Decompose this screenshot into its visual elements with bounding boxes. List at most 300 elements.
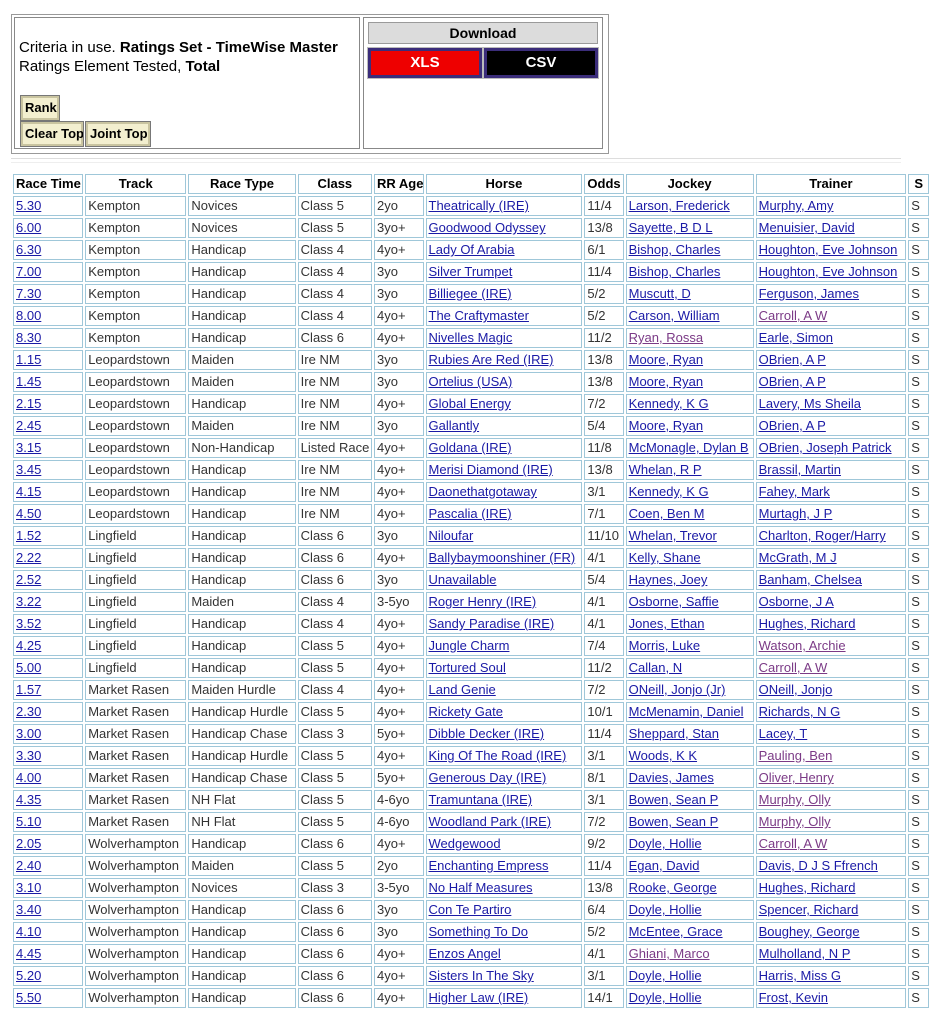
race-time-link[interactable]: 6.00 — [16, 220, 42, 235]
horse-link[interactable]: Global Energy — [428, 396, 511, 411]
jockey-link[interactable]: Rooke, George — [628, 880, 717, 895]
table-row — [13, 658, 929, 678]
horse-cell — [426, 592, 583, 612]
horse-link[interactable]: Tortured Soul — [428, 660, 506, 675]
truncated-cell: S — [908, 548, 929, 568]
table-row — [13, 394, 929, 414]
table-row — [13, 900, 929, 920]
jockey-link[interactable]: Bowen, Sean P — [628, 814, 719, 829]
race-time-link[interactable]: 4.45 — [16, 946, 42, 961]
trainer-cell — [756, 878, 907, 898]
track-cell: Kempton — [85, 306, 186, 326]
horse-cell — [426, 306, 583, 326]
race-time-link[interactable]: 4.35 — [16, 792, 42, 807]
race-type-cell: Handicap — [188, 614, 295, 634]
race-time-link[interactable]: 3.52 — [16, 616, 42, 631]
race-time-link[interactable]: 3.10 — [16, 880, 42, 895]
race-time-link[interactable]: 4.50 — [16, 506, 42, 521]
age-cell: 4yo+ — [374, 306, 424, 326]
jockey-link[interactable]: Davies, James — [628, 770, 714, 785]
trainer-cell — [756, 548, 907, 568]
horse-link[interactable]: Dibble Decker (IRE) — [428, 726, 545, 741]
class-cell: Ire NM — [298, 416, 372, 436]
race-time-link[interactable]: 7.30 — [16, 286, 42, 301]
horse-cell — [426, 196, 583, 216]
race-time-link[interactable]: 5.00 — [16, 660, 42, 675]
jockey-link[interactable]: Kelly, Shane — [628, 550, 701, 565]
trainer-link[interactable]: Richards, N G — [758, 704, 841, 719]
time-cell — [13, 812, 83, 832]
jockey-link[interactable]: McEntee, Grace — [628, 924, 723, 939]
track-cell: Market Rasen — [85, 812, 186, 832]
trainer-link[interactable]: Frost, Kevin — [758, 990, 828, 1005]
odds-cell: 7/1 — [584, 504, 623, 524]
race-time-link[interactable]: 2.52 — [16, 572, 42, 587]
jockey-link[interactable]: Whelan, R P — [628, 462, 702, 477]
class-cell: Class 5 — [298, 746, 372, 766]
track-cell: Kempton — [85, 240, 186, 260]
horse-link[interactable]: Ballybaymoonshiner (FR) — [428, 550, 576, 565]
odds-cell: 11/8 — [584, 438, 623, 458]
trainer-link[interactable]: Hughes, Richard — [758, 880, 856, 895]
horse-link[interactable]: Roger Henry (IRE) — [428, 594, 537, 609]
odds-cell: 5/2 — [584, 922, 623, 942]
table-row — [13, 548, 929, 568]
trainer-link[interactable]: Carroll, A W — [758, 660, 828, 675]
race-time-link[interactable]: 2.15 — [16, 396, 42, 411]
time-cell — [13, 394, 83, 414]
table-row — [13, 438, 929, 458]
horse-link[interactable]: King Of The Road (IRE) — [428, 748, 567, 763]
horse-cell — [426, 262, 583, 282]
class-cell: Ire NM — [298, 394, 372, 414]
jockey-link[interactable]: Moore, Ryan — [628, 352, 704, 367]
horse-link[interactable]: Enzos Angel — [428, 946, 501, 961]
horse-cell — [426, 988, 583, 1008]
trainer-link[interactable]: OBrien, A P — [758, 352, 826, 367]
race-time-link[interactable]: 2.30 — [16, 704, 42, 719]
age-cell: 3yo — [374, 350, 424, 370]
trainer-link[interactable]: Murphy, Amy — [758, 198, 834, 213]
trainer-link[interactable]: Ferguson, James — [758, 286, 860, 301]
truncated-cell: S — [908, 416, 929, 436]
jockey-cell — [626, 966, 754, 986]
time-cell — [13, 856, 83, 876]
table-row — [13, 592, 929, 612]
track-cell: Leopardstown — [85, 394, 186, 414]
age-cell: 3yo — [374, 570, 424, 590]
horse-link[interactable]: Rubies Are Red (IRE) — [428, 352, 554, 367]
track-cell: Wolverhampton — [85, 922, 186, 942]
jockey-link[interactable]: ONeill, Jonjo (Jr) — [628, 682, 726, 697]
race-type-cell: Handicap — [188, 394, 295, 414]
trainer-link[interactable]: Houghton, Eve Johnson — [758, 242, 898, 257]
class-cell: Class 5 — [298, 636, 372, 656]
column-header[interactable]: Race Type — [188, 174, 295, 194]
class-cell: Ire NM — [298, 350, 372, 370]
race-time-link[interactable]: 2.05 — [16, 836, 42, 851]
horse-link[interactable]: Goldana (IRE) — [428, 440, 512, 455]
time-cell — [13, 592, 83, 612]
download-box — [363, 17, 603, 149]
race-type-cell: Handicap — [188, 966, 295, 986]
horse-cell — [426, 658, 583, 678]
jockey-link[interactable]: Ghiani, Marco — [628, 946, 710, 961]
race-type-cell: Handicap — [188, 834, 295, 854]
horse-link[interactable]: Unavailable — [428, 572, 497, 587]
odds-cell: 7/2 — [584, 812, 623, 832]
trainer-cell — [756, 284, 907, 304]
table-row — [13, 240, 929, 260]
trainer-link[interactable]: Menuisier, David — [758, 220, 855, 235]
race-time-link[interactable]: 3.30 — [16, 748, 42, 763]
trainer-cell — [756, 526, 907, 546]
horse-cell — [426, 702, 583, 722]
class-cell: Class 4 — [298, 592, 372, 612]
track-cell: Market Rasen — [85, 680, 186, 700]
race-type-cell: Handicap — [188, 306, 295, 326]
trainer-link[interactable]: OBrien, Joseph Patrick — [758, 440, 892, 455]
time-cell — [13, 438, 83, 458]
horse-link[interactable]: Nivelles Magic — [428, 330, 513, 345]
odds-cell: 13/8 — [584, 878, 623, 898]
jockey-link[interactable]: McMenamin, Daniel — [628, 704, 744, 719]
trainer-link[interactable]: Osborne, J A — [758, 594, 834, 609]
jockey-link[interactable]: Coen, Ben M — [628, 506, 705, 521]
horse-link[interactable]: Wedgewood — [428, 836, 501, 851]
trainer-link[interactable]: McGrath, M J — [758, 550, 837, 565]
race-time-link[interactable]: 3.45 — [16, 462, 42, 477]
odds-cell: 13/8 — [584, 460, 623, 480]
horse-link[interactable]: Woodland Park (IRE) — [428, 814, 552, 829]
race-type-cell: Handicap — [188, 526, 295, 546]
table-row — [13, 482, 929, 502]
element-label: Ratings Element Tested, — [19, 58, 186, 75]
trainer-link[interactable]: Spencer, Richard — [758, 902, 859, 917]
trainer-link[interactable]: Davis, D J S Ffrench — [758, 858, 878, 873]
race-time-link[interactable]: 2.45 — [16, 418, 42, 433]
race-time-link[interactable]: 4.25 — [16, 638, 42, 653]
table-row — [13, 966, 929, 986]
jockey-cell — [626, 284, 754, 304]
horse-link[interactable]: Niloufar — [428, 528, 474, 543]
race-type-cell: Handicap — [188, 658, 295, 678]
table-row — [13, 680, 929, 700]
jockey-cell — [626, 944, 754, 964]
truncated-cell: S — [908, 284, 929, 304]
age-cell: 3yo — [374, 922, 424, 942]
trainer-link[interactable]: Charlton, Roger/Harry — [758, 528, 886, 543]
odds-cell: 6/1 — [584, 240, 623, 260]
time-cell — [13, 526, 83, 546]
truncated-cell: S — [908, 966, 929, 986]
column-header[interactable]: Odds — [584, 174, 623, 194]
joint-top-button[interactable]: Joint Top — [86, 122, 150, 146]
horse-link[interactable]: No Half Measures — [428, 880, 533, 895]
jockey-link[interactable]: Morris, Luke — [628, 638, 701, 653]
trainer-cell — [756, 768, 907, 788]
horse-link[interactable]: Rickety Gate — [428, 704, 503, 719]
track-cell: Wolverhampton — [85, 856, 186, 876]
race-time-link[interactable]: 5.30 — [16, 198, 42, 213]
track-cell: Lingfield — [85, 526, 186, 546]
horse-link[interactable]: The Craftymaster — [428, 308, 529, 323]
trainer-cell — [756, 372, 907, 392]
table-row — [13, 790, 929, 810]
horse-link[interactable]: Merisi Diamond (IRE) — [428, 462, 553, 477]
age-cell: 4yo+ — [374, 482, 424, 502]
race-time-link[interactable]: 1.57 — [16, 682, 42, 697]
track-cell: Kempton — [85, 196, 186, 216]
trainer-link[interactable]: Murphy, Olly — [758, 792, 831, 807]
trainer-link[interactable]: Carroll, A W — [758, 308, 828, 323]
horse-link[interactable]: Tramuntana (IRE) — [428, 792, 533, 807]
race-type-cell: Novices — [188, 878, 295, 898]
horse-link[interactable]: Jungle Charm — [428, 638, 510, 653]
jockey-link[interactable]: Bowen, Sean P — [628, 792, 719, 807]
jockey-link[interactable]: Whelan, Trevor — [628, 528, 717, 543]
csv-download-button[interactable]: CSV — [484, 48, 598, 78]
odds-cell: 13/8 — [584, 372, 623, 392]
trainer-cell — [756, 240, 907, 260]
trainer-link[interactable]: Watson, Archie — [758, 638, 846, 653]
race-time-link[interactable]: 5.50 — [16, 990, 42, 1005]
jockey-link[interactable]: Haynes, Joey — [628, 572, 708, 587]
horse-link[interactable]: Con Te Partiro — [428, 902, 512, 917]
horse-link[interactable]: Daonethatgotaway — [428, 484, 537, 499]
horse-link[interactable]: Generous Day (IRE) — [428, 770, 547, 785]
trainer-link[interactable]: Pauling, Ben — [758, 748, 833, 763]
jockey-link[interactable]: McMonagle, Dylan B — [628, 440, 749, 455]
trainer-link[interactable]: Houghton, Eve Johnson — [758, 264, 898, 279]
horse-link[interactable]: Lady Of Arabia — [428, 242, 515, 257]
jockey-link[interactable]: Osborne, Saffie — [628, 594, 719, 609]
trainer-link[interactable]: Murtagh, J P — [758, 506, 833, 521]
time-cell — [13, 306, 83, 326]
race-type-cell: Handicap — [188, 328, 295, 348]
trainer-link[interactable]: Earle, Simon — [758, 330, 834, 345]
class-cell: Class 5 — [298, 856, 372, 876]
table-row — [13, 328, 929, 348]
jockey-link[interactable]: Moore, Ryan — [628, 374, 704, 389]
horse-link[interactable]: Gallantly — [428, 418, 480, 433]
jockey-link[interactable]: Bishop, Charles — [628, 242, 721, 257]
truncated-cell: S — [908, 306, 929, 326]
jockey-link[interactable]: Doyle, Hollie — [628, 902, 702, 917]
trainer-cell — [756, 614, 907, 634]
jockey-link[interactable]: Sheppard, Stan — [628, 726, 719, 741]
jockey-link[interactable]: Bishop, Charles — [628, 264, 721, 279]
race-time-link[interactable]: 6.30 — [16, 242, 42, 257]
time-cell — [13, 196, 83, 216]
race-time-link[interactable]: 4.10 — [16, 924, 42, 939]
horse-link[interactable]: Pascalia (IRE) — [428, 506, 512, 521]
horse-link[interactable]: Billiegee (IRE) — [428, 286, 512, 301]
race-time-link[interactable]: 3.40 — [16, 902, 42, 917]
jockey-link[interactable]: Moore, Ryan — [628, 418, 704, 433]
horse-cell — [426, 724, 583, 744]
track-cell: Leopardstown — [85, 372, 186, 392]
horse-cell — [426, 790, 583, 810]
race-time-link[interactable]: 7.00 — [16, 264, 42, 279]
horse-link[interactable]: Higher Law (IRE) — [428, 990, 529, 1005]
jockey-link[interactable]: Jones, Ethan — [628, 616, 705, 631]
truncated-cell: S — [908, 988, 929, 1008]
odds-cell: 9/2 — [584, 834, 623, 854]
race-time-link[interactable]: 8.00 — [16, 308, 42, 323]
odds-cell: 11/10 — [584, 526, 623, 546]
jockey-link[interactable]: Woods, K K — [628, 748, 698, 763]
class-cell: Class 6 — [298, 944, 372, 964]
trainer-cell — [756, 196, 907, 216]
race-time-link[interactable]: 4.15 — [16, 484, 42, 499]
track-cell: Market Rasen — [85, 724, 186, 744]
truncated-cell: S — [908, 768, 929, 788]
class-cell: Class 4 — [298, 614, 372, 634]
race-type-cell: Handicap — [188, 284, 295, 304]
jockey-link[interactable]: Egan, David — [628, 858, 700, 873]
track-cell: Wolverhampton — [85, 900, 186, 920]
time-cell — [13, 724, 83, 744]
race-time-link[interactable]: 3.00 — [16, 726, 42, 741]
truncated-cell: S — [908, 350, 929, 370]
horse-link[interactable]: Enchanting Empress — [428, 858, 549, 873]
horse-cell — [426, 240, 583, 260]
trainer-link[interactable]: Lacey, T — [758, 726, 808, 741]
horse-link[interactable]: Ortelius (USA) — [428, 374, 513, 389]
track-cell: Kempton — [85, 284, 186, 304]
jockey-link[interactable]: Ryan, Rossa — [628, 330, 704, 345]
class-cell: Class 5 — [298, 768, 372, 788]
column-header[interactable]: Trainer — [756, 174, 907, 194]
race-type-cell: Handicap Hurdle — [188, 702, 295, 722]
truncated-cell: S — [908, 900, 929, 920]
jockey-link[interactable]: Larson, Frederick — [628, 198, 730, 213]
race-time-link[interactable]: 4.00 — [16, 770, 42, 785]
class-cell: Class 6 — [298, 922, 372, 942]
races-table-container — [11, 172, 923, 1017]
trainer-link[interactable]: Mulholland, N P — [758, 946, 851, 961]
time-cell — [13, 482, 83, 502]
horse-link[interactable]: Land Genie — [428, 682, 496, 697]
jockey-cell — [626, 196, 754, 216]
race-time-link[interactable]: 3.22 — [16, 594, 42, 609]
jockey-link[interactable]: Kennedy, K G — [628, 396, 709, 411]
column-header[interactable]: Race Time — [13, 174, 83, 194]
trainer-cell — [756, 790, 907, 810]
odds-cell: 11/4 — [584, 262, 623, 282]
table-row — [13, 834, 929, 854]
xls-download-button[interactable]: XLS — [368, 48, 482, 78]
column-header[interactable]: Jockey — [626, 174, 754, 194]
race-time-link[interactable]: 5.10 — [16, 814, 42, 829]
column-header[interactable]: RR Age — [374, 174, 424, 194]
trainer-link[interactable]: OBrien, A P — [758, 418, 826, 433]
rank-button[interactable]: Rank — [21, 96, 59, 120]
horse-link[interactable]: Goodwood Odyssey — [428, 220, 546, 235]
column-header[interactable]: Track — [85, 174, 186, 194]
trainer-link[interactable]: ONeill, Jonjo — [758, 682, 833, 697]
time-cell — [13, 900, 83, 920]
time-cell — [13, 570, 83, 590]
trainer-cell — [756, 416, 907, 436]
trainer-link[interactable]: Harris, Miss G — [758, 968, 841, 983]
truncated-cell: S — [908, 482, 929, 502]
horse-link[interactable]: Theatrically (IRE) — [428, 198, 529, 213]
jockey-link[interactable]: Doyle, Hollie — [628, 968, 702, 983]
age-cell: 3-5yo — [374, 878, 424, 898]
trainer-link[interactable]: Banham, Chelsea — [758, 572, 862, 587]
truncated-cell: S — [908, 526, 929, 546]
horse-cell — [426, 966, 583, 986]
odds-cell: 7/2 — [584, 680, 623, 700]
trainer-link[interactable]: Oliver, Henry — [758, 770, 834, 785]
horse-link[interactable]: Something To Do — [428, 924, 529, 939]
race-time-link[interactable]: 2.40 — [16, 858, 42, 873]
class-cell: Class 4 — [298, 262, 372, 282]
race-time-link[interactable]: 3.15 — [16, 440, 42, 455]
odds-cell: 5/2 — [584, 284, 623, 304]
age-cell: 4yo+ — [374, 504, 424, 524]
jockey-cell — [626, 878, 754, 898]
trainer-cell — [756, 306, 907, 326]
table-row — [13, 526, 929, 546]
jockey-link[interactable]: Muscutt, D — [628, 286, 691, 301]
trainer-cell — [756, 504, 907, 524]
column-header[interactable]: S — [908, 174, 929, 194]
truncated-cell: S — [908, 218, 929, 238]
age-cell: 4yo+ — [374, 988, 424, 1008]
race-time-link[interactable]: 1.52 — [16, 528, 42, 543]
trainer-link[interactable]: Carroll, A W — [758, 836, 828, 851]
column-header[interactable]: Class — [298, 174, 372, 194]
trainer-link[interactable]: OBrien, A P — [758, 374, 826, 389]
trainer-link[interactable]: Fahey, Mark — [758, 484, 830, 499]
horse-cell — [426, 922, 583, 942]
race-time-link[interactable]: 5.20 — [16, 968, 42, 983]
jockey-link[interactable]: Callan, N — [628, 660, 683, 675]
trainer-link[interactable]: Hughes, Richard — [758, 616, 856, 631]
jockey-cell — [626, 790, 754, 810]
jockey-link[interactable]: Sayette, B D L — [628, 220, 713, 235]
race-time-link[interactable]: 8.30 — [16, 330, 42, 345]
truncated-cell: S — [908, 812, 929, 832]
trainer-link[interactable]: Lavery, Ms Sheila — [758, 396, 861, 411]
jockey-link[interactable]: Carson, William — [628, 308, 720, 323]
jockey-link[interactable]: Doyle, Hollie — [628, 990, 702, 1005]
race-time-link[interactable]: 1.45 — [16, 374, 42, 389]
trainer-link[interactable]: Boughey, George — [758, 924, 860, 939]
clear-top-button[interactable]: Clear Top — [21, 122, 83, 146]
race-time-link[interactable]: 1.15 — [16, 352, 42, 367]
trainer-link[interactable]: Brassil, Martin — [758, 462, 841, 477]
trainer-cell — [756, 658, 907, 678]
jockey-link[interactable]: Kennedy, K G — [628, 484, 709, 499]
horse-link[interactable]: Sandy Paradise (IRE) — [428, 616, 555, 631]
class-cell: Class 6 — [298, 328, 372, 348]
trainer-cell — [756, 834, 907, 854]
track-cell: Lingfield — [85, 592, 186, 612]
trainer-link[interactable]: Murphy, Olly — [758, 814, 831, 829]
horse-link[interactable]: Sisters In The Sky — [428, 968, 534, 983]
race-time-link[interactable]: 2.22 — [16, 550, 42, 565]
jockey-link[interactable]: Doyle, Hollie — [628, 836, 702, 851]
trainer-cell — [756, 482, 907, 502]
column-header[interactable]: Horse — [426, 174, 583, 194]
time-cell — [13, 504, 83, 524]
horse-link[interactable]: Silver Trumpet — [428, 264, 513, 279]
trainer-cell — [756, 460, 907, 480]
